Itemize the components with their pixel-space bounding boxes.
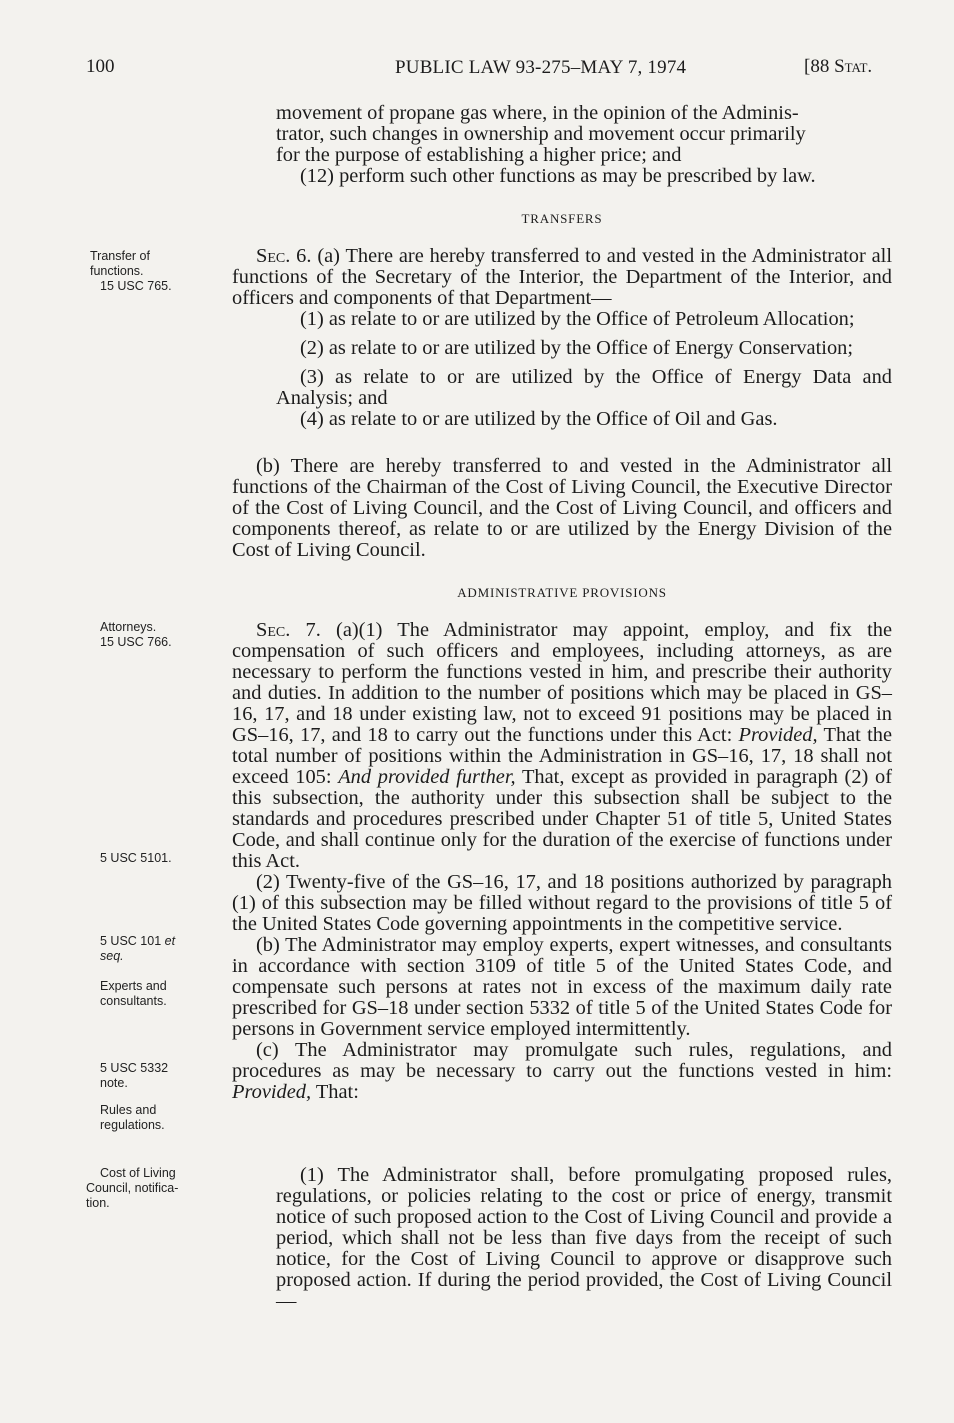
statute-reference: [88 Stat. xyxy=(804,56,873,77)
administrative-provisions-heading: ADMINISTRATIVE PROVISIONS xyxy=(457,585,667,600)
section-7a2: (2) Twenty-five of the GS–16, 17, and 18 positions authorized by paragraph (1) of this subsection may be filled without regard to the provisions of title 5 of the United States Code governing appointments in the competitive service. xyxy=(232,871,892,935)
text-line: for the purpose of establishing a higher price; and xyxy=(276,144,682,166)
margin-note-5-usc-5101: 5 USC 5101. xyxy=(100,851,172,865)
transfers-heading: TRANSFERS xyxy=(521,211,603,226)
section-7c1: (1) The Administrator shall, before promulgating proposed rules, regulations, or policies relating to the cost or price of energy, transmit notice of such proposed action to the Cost of Living Council and provide a period, which shall not be less than five days from the receipt of such notice, for the Cost of Living Council to approve or disapprove such proposed action. If during the period provided, the Cost of Living Council— xyxy=(276,1164,892,1312)
section-label: Sec. 7. xyxy=(256,619,321,641)
section-7b: (b) The Administrator may employ experts, expert witnesses, and consultants in accordance with section 3109 of title 5 of the United States Code, and compensate such persons at rates not in excess of the maximum daily rate prescribed for GS–18 under section 5332 of title 5 of the United States Code for persons in Government service employed intermittently. xyxy=(232,934,892,1040)
margin-note-5-usc-5332: 5 USC 5332 note. xyxy=(100,1061,169,1090)
section-6a-item: (2) as relate to or are utilized by the Office of Energy Conservation; xyxy=(300,337,853,359)
section-6a-item: (3) as relate to or are utilized by the Office of Energy Data and Analysis; and xyxy=(276,366,892,409)
section-6a: Sec. 6. (a) There are hereby transferred to and vested in the Administrator all functions of the Secretary of the Interior, the Department of the Interior, and officers and components of that Department— xyxy=(232,245,893,309)
section-7a1: Sec. 7. (a)(1) The Administrator may appoint, employ, and fix the compensation of such officers and employees, including attorneys, as are necessary to perform the functions vested in him, and prescribe their authority and duties. In addition to the number of positions which may be placed in GS–16, 17, and 18 under existing law, not to exceed 91 positions may be placed in GS–16, 17, and 18 to carry out the functions under this Act: Provided, That the total number of positions within the Administration in GS–16, 17, 18 shall not exceed 105: And provided further, That, except as provided in paragraph (2) of this subsection, the authority under this subsection shall be subject to the standards and procedures prescribed under Chapter 51 of title 5, United States Code, and shall continue only for the duration of the exercise of functions under this Act. xyxy=(232,619,893,872)
section-6b: (b) There are hereby transferred to and vested in the Administrator all functions of the Chairman of the Cost of Living Council, the Executive Director of the Cost of Living Council, and the Cost of Living Council, and officers and components thereof, as relate to or are utilized by the Energy Division of the Cost of Living Council. xyxy=(232,455,892,561)
margin-note-attorneys: Attorneys. 15 USC 766. xyxy=(100,620,172,649)
text-line: movement of propane gas where, in the opinion of the Adminis- xyxy=(276,102,799,124)
margin-note-experts: Experts and consultants. xyxy=(100,979,167,1008)
margin-note-cost-of-living: Cost of Living Council, notifica- tion. xyxy=(86,1166,179,1210)
section-6a-item: (1) as relate to or are utilized by the Office of Petroleum Allocation; xyxy=(300,308,855,330)
continued-paragraph xyxy=(276,103,892,166)
section-6 xyxy=(232,246,892,309)
margin-note-rules: Rules and regulations. xyxy=(100,1103,165,1132)
margin-note-transfer-of-functions: Transfer of functions. 15 USC 765. xyxy=(90,249,172,293)
text-line: trator, such changes in ownership and movement occur primarily xyxy=(276,123,806,145)
item-12: (12) perform such other functions as may be prescribed by law. xyxy=(300,165,816,187)
section-7 xyxy=(232,620,892,1103)
section-7c: (c) The Administrator may promulgate such rules, regulations, and procedures as may be necessary to carry out the functions vested in him: Provided, That: xyxy=(232,1039,892,1103)
running-header-title: PUBLIC LAW 93-275–MAY 7, 1974 xyxy=(395,57,687,78)
section-6-items xyxy=(276,309,892,430)
section-6a-item: (4) as relate to or are utilized by the Office of Oil and Gas. xyxy=(300,408,778,430)
page-number: 100 xyxy=(86,56,115,77)
margin-note-5-usc-101: 5 USC 101 et seq. xyxy=(100,934,176,963)
section-label: Sec. 6. xyxy=(256,245,312,267)
